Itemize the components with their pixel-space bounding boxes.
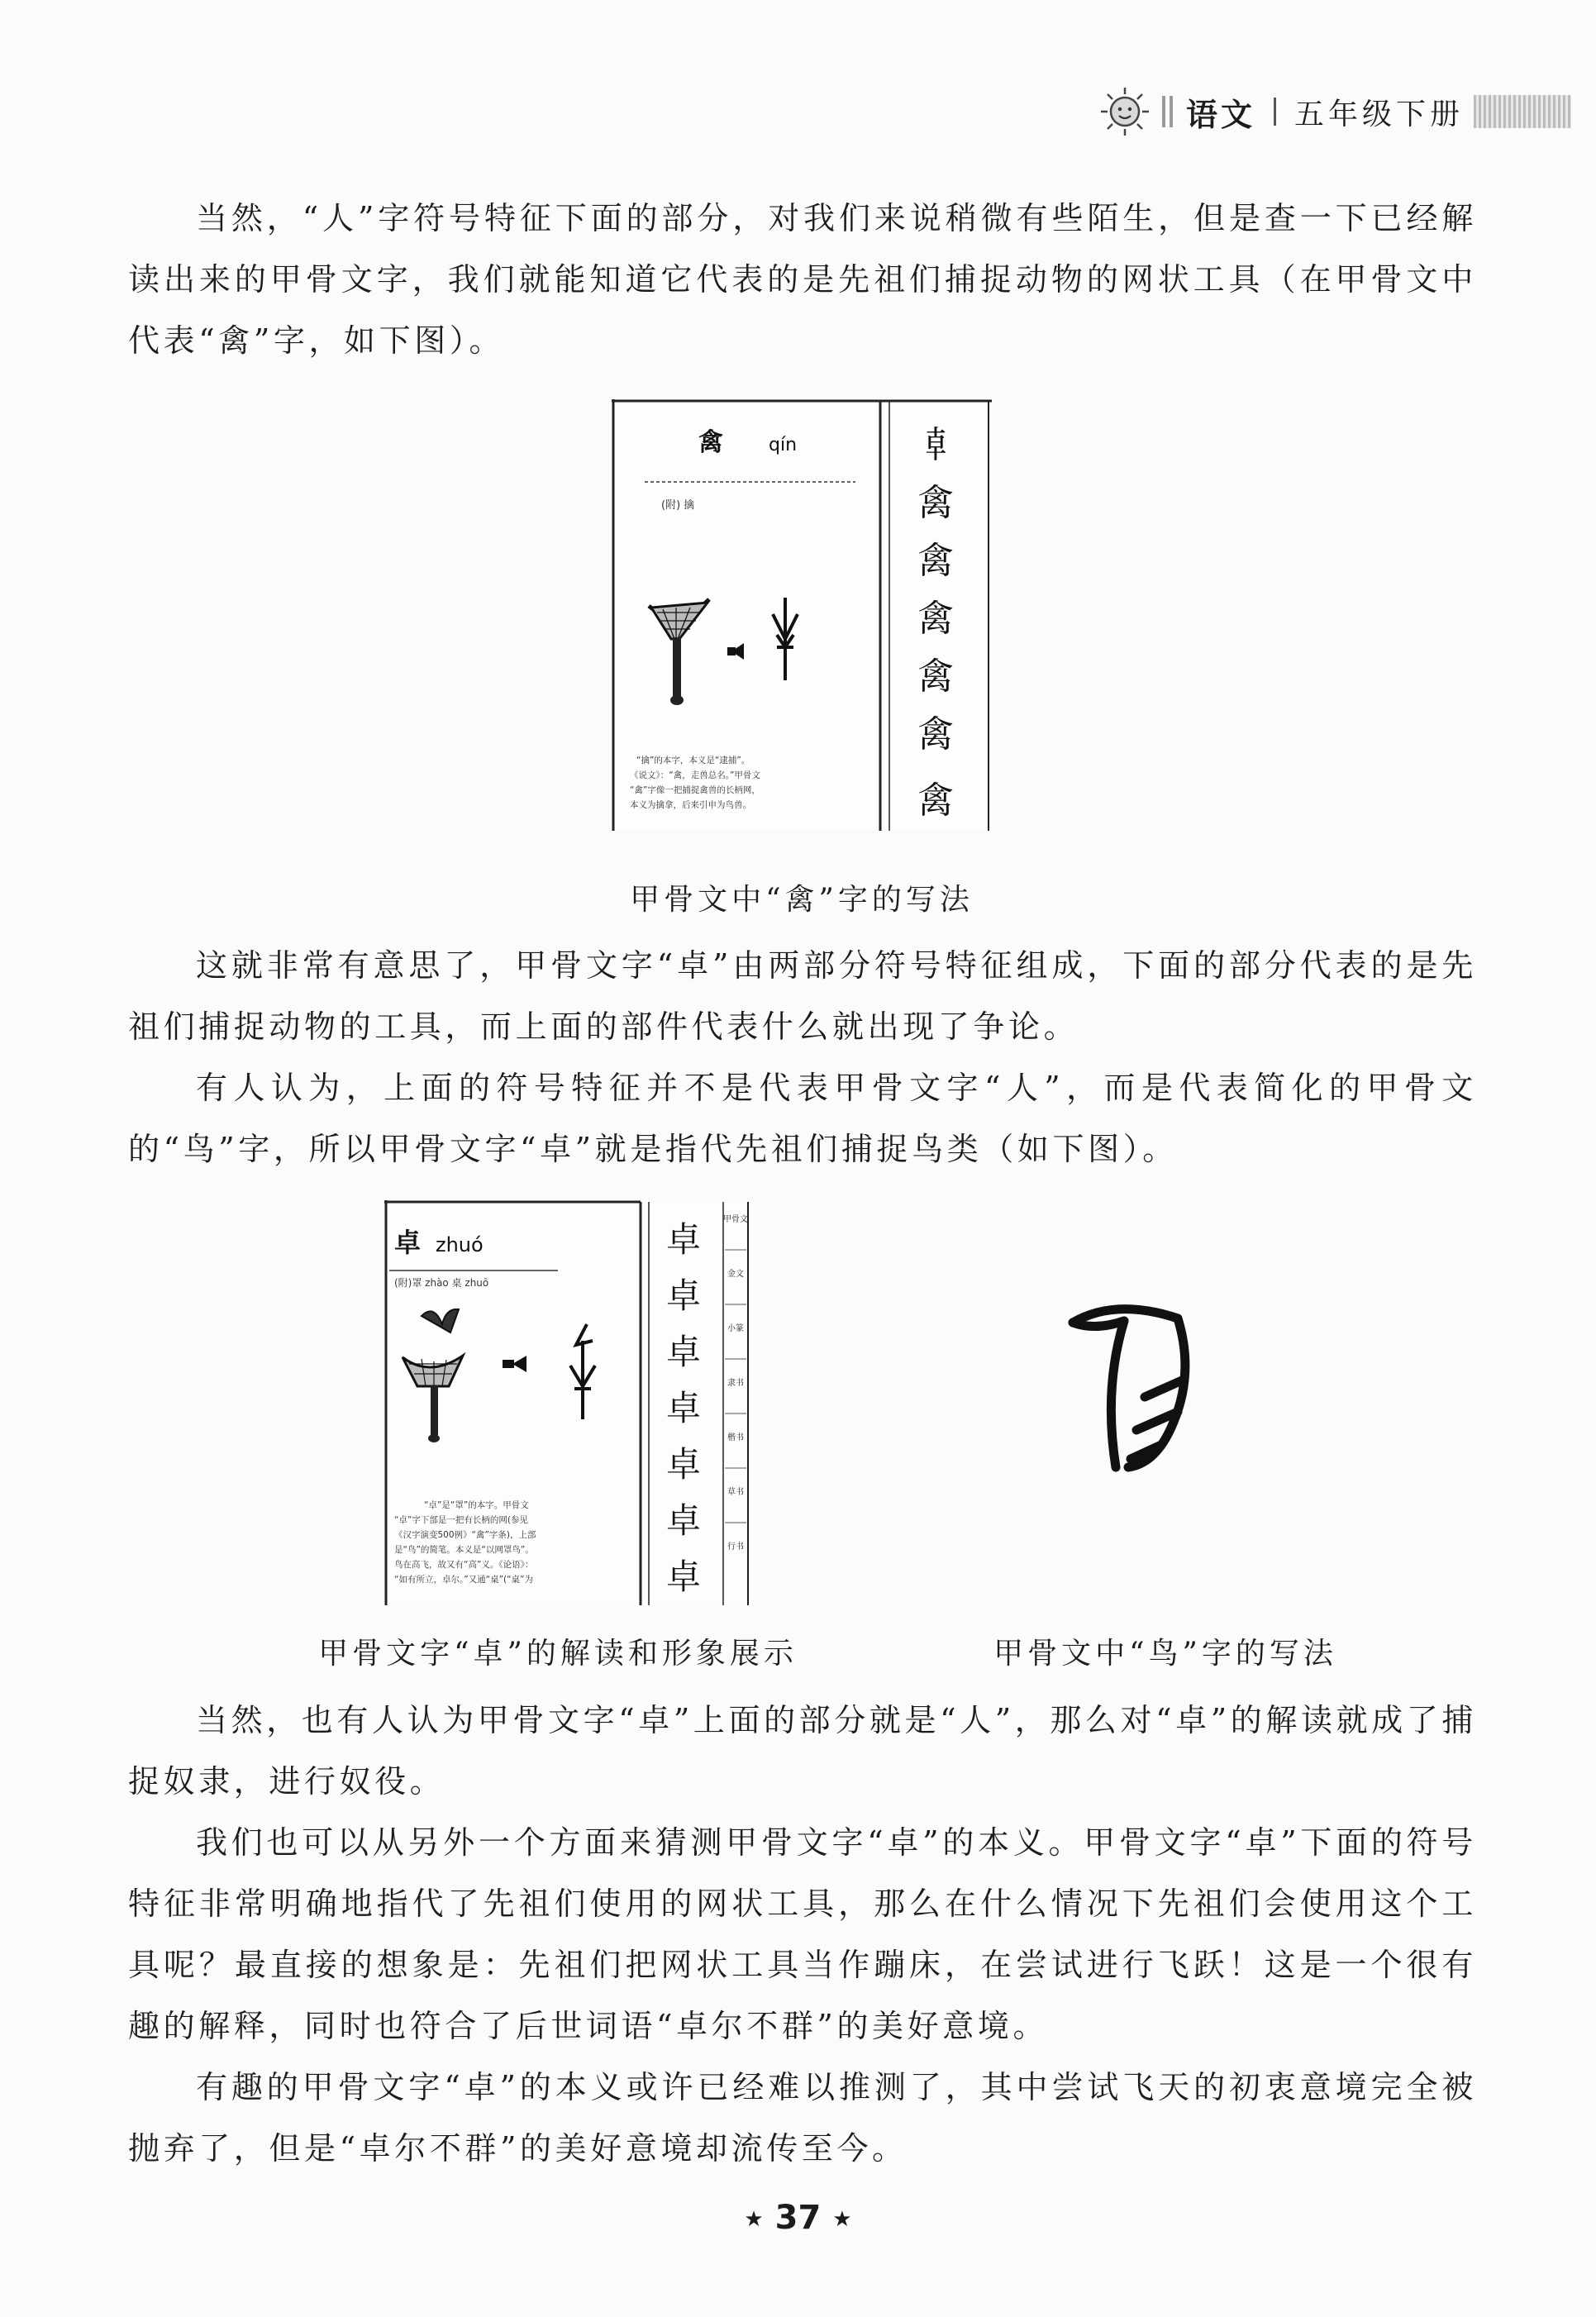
- script-label-5: 楷书: [727, 1433, 744, 1442]
- qin-evolution-6: 禽: [917, 713, 954, 756]
- zhuo-evolution-5: 卓: [665, 1444, 702, 1485]
- zhuo-evolution-4: 卓: [665, 1388, 702, 1428]
- zhuo-evolution-2: 卓: [665, 1275, 702, 1316]
- paragraph-2: 这就非常有意思了，甲骨文字“卓”由两部分符号特征组成，下面的部分代表的是先祖们捕捉动物的工具，而上面的部件代表什么就出现了争论。: [128, 947, 1477, 1045]
- paragraph-4: 当然，也有人认为甲骨文字“卓”上面的部分就是“人”，那么对“卓”的解读就成了捕捉奴隶，进行奴役。: [128, 1702, 1477, 1800]
- dict-zhuo-pinyin: zhuó: [436, 1233, 484, 1256]
- qin-evolution-3: 禽: [917, 540, 954, 582]
- caption-qin: 甲骨文中“禽”字的写法: [630, 883, 974, 917]
- dict-qin-tag: (附) 擒: [661, 499, 695, 512]
- sun-mascot-icon: [1099, 86, 1151, 137]
- zhuo-evolution-1: 卓: [665, 1219, 702, 1260]
- header-separator: [1274, 98, 1276, 126]
- qin-evolution-7: 禽: [917, 779, 954, 822]
- star-icon: ★: [832, 2207, 852, 2232]
- header-stripe: [1474, 95, 1571, 128]
- script-label-3: 小篆: [727, 1324, 744, 1333]
- dict-qin-char: 禽: [698, 428, 723, 457]
- dict-zhuo-tag: (附)罩 zhào 桌 zhuō: [394, 1277, 489, 1289]
- grade-label: 五年级下册: [1293, 97, 1464, 131]
- zhuo-evolution-3: 卓: [665, 1332, 702, 1372]
- page-number: 37: [774, 2199, 822, 2237]
- dict-zhuo-note-2: “卓”字下部是一把有长柄的网(参见: [394, 1515, 528, 1525]
- dict-qin-pinyin: qín: [769, 435, 798, 455]
- caption-niao: 甲骨文中“鸟”字的写法: [993, 1637, 1337, 1671]
- dict-qin-note-2: 《说文》：“禽，走兽总名。”甲骨文: [630, 770, 760, 780]
- page-header: [1099, 83, 1571, 141]
- dict-zhuo-char: 卓: [394, 1227, 422, 1258]
- script-label-4: 隶书: [727, 1379, 744, 1388]
- dict-zhuo-note-1: “卓”是“罩”的本字。甲骨文: [424, 1500, 529, 1510]
- caption-zhuo: 甲骨文字“卓”的解读和形象展示: [318, 1637, 798, 1671]
- zhuo-evolution-6: 卓: [665, 1500, 702, 1541]
- zhuo-evolution-7: 卓: [665, 1557, 702, 1597]
- figure-niao-glyph: [1058, 1298, 1207, 1488]
- script-label-7: 行书: [727, 1542, 744, 1552]
- qin-evolution-4: 禽: [917, 598, 954, 640]
- subject-label: 语文: [1185, 95, 1255, 133]
- qin-evolution-2: 禽: [917, 482, 954, 524]
- page-footer: [0, 2199, 1596, 2237]
- header-divider: [1162, 96, 1173, 127]
- script-label-1: 甲骨文: [723, 1215, 748, 1224]
- figure-zhuo-dictionary: [384, 1200, 756, 1605]
- dict-qin-note-4: 本义为擒拿，后来引申为鸟兽。: [630, 800, 751, 810]
- qin-evolution-5: 禽: [917, 656, 954, 698]
- dict-zhuo-note-3: 《汉字演变500例》“禽”字条)，上部: [394, 1530, 536, 1540]
- dict-zhuo-note-4: 是“鸟”的简笔。本义是“以网罩鸟”。: [394, 1545, 534, 1555]
- paragraph-3: 有人认为，上面的符号特征并不是代表甲骨文字“人”，而是代表简化的甲骨文的“鸟”字，所以甲骨文字“卓”就是指代先祖们捕捉鸟类（如下图）。: [128, 1070, 1477, 1167]
- figure-qin-dictionary: [612, 399, 992, 831]
- paragraph-1: 当然，“人”字符号特征下面的部分，对我们来说稍微有些陌生，但是查一下已经解读出来的甲骨文字，我们就能知道它代表的是先祖们捕捉动物的网状工具（在甲骨文中代表“禽”字，如下图）。: [128, 200, 1477, 359]
- paragraph-6: 有趣的甲骨文字“卓”的本义或许已经难以推测了，其中尝试飞天的初衷意境完全被抛弃了，但是“卓尔不群”的美好意境却流传至今。: [128, 2069, 1477, 2167]
- dict-zhuo-note-5: 鸟在高飞，故又有“高”义。《论语》：: [394, 1560, 534, 1570]
- paragraph-5: 我们也可以从另外一个方面来猜测甲骨文字“卓”的本义。甲骨文字“卓”下面的符号特征非常明确地指代了先祖们使用的网状工具，那么在什么情况下先祖们会使用这个工具呢？最直接的想象是：先祖们把网状工具当作蹦床，在尝试进行飞跃！这是一个很有趣的解释，同时也符合了后世词语“卓尔不群”的美好意境。: [128, 1824, 1477, 2044]
- dict-qin-note-3: “禽”字像一把捕捉禽兽的长柄网，: [630, 785, 760, 795]
- star-icon: ★: [744, 2207, 764, 2232]
- dict-qin-note-1: “擒”的本字，本义是“逮捕”。: [636, 756, 750, 765]
- dict-zhuo-note-6: “如有所立，卓尔。”又通“桌”(“桌”为: [394, 1575, 533, 1585]
- qin-evolution-1: 𠦝: [917, 424, 954, 466]
- script-label-2: 金文: [727, 1270, 744, 1279]
- script-label-6: 草书: [727, 1488, 744, 1497]
